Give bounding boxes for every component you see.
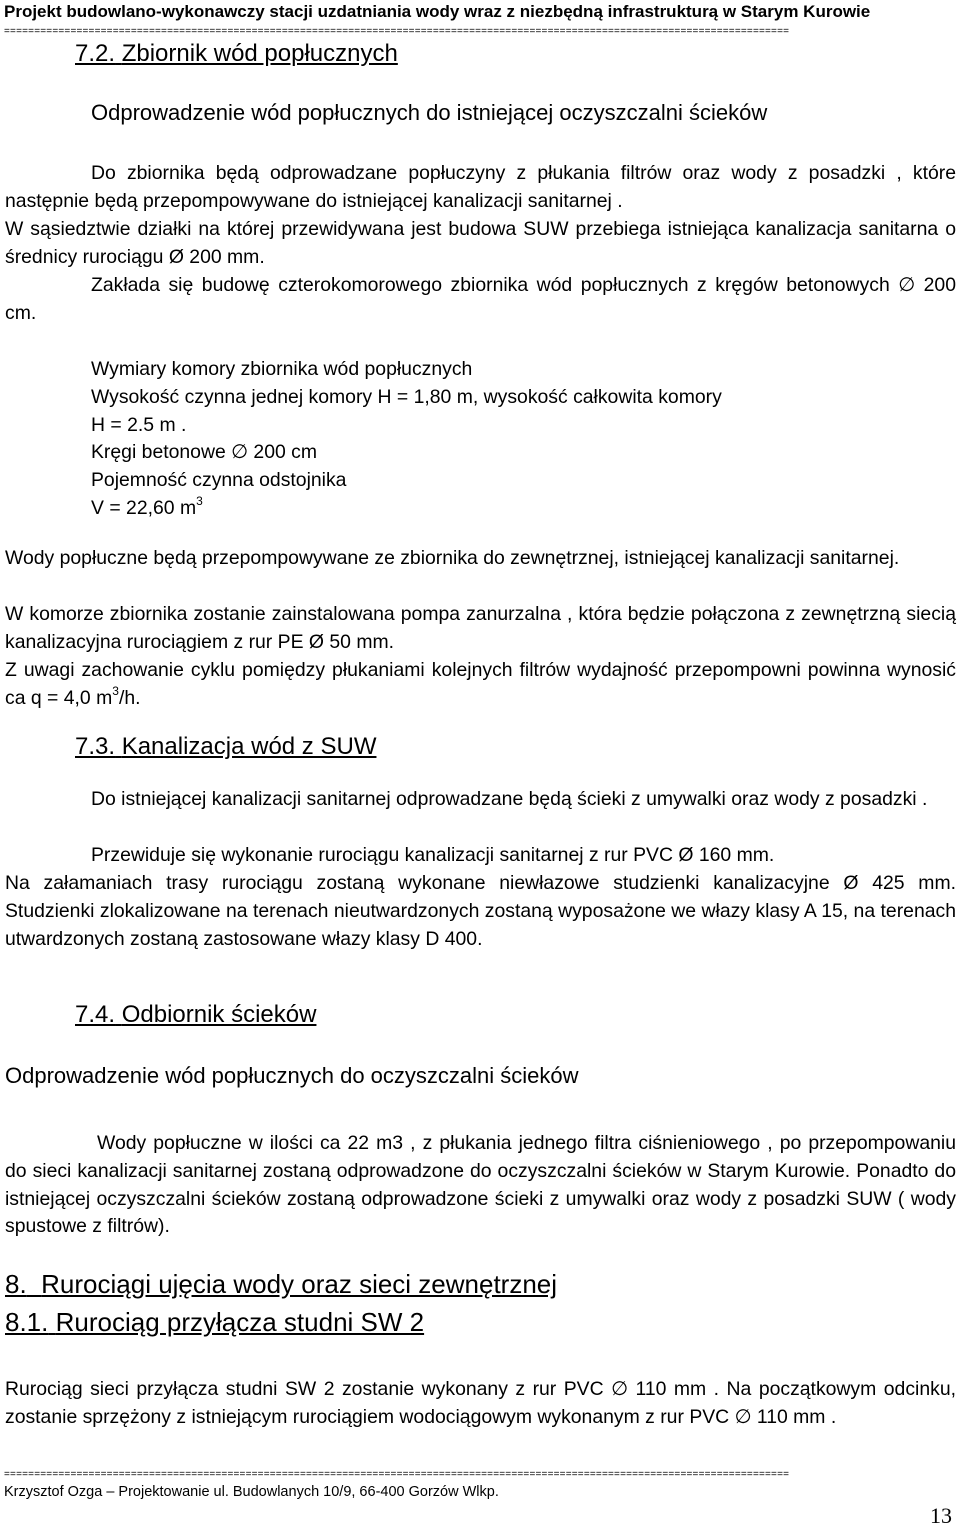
section-7-4-heading (75, 1001, 316, 1029)
paragraph: Wody popłuczne będą przepompowywane ze zbiornika do zewnętrznej, istniejącej kanalizacji sanitarnej. (5, 547, 900, 569)
dimensions-line: Wysokość czynna jednej komory H = 1,80 m, wysokość całkowita komory (91, 385, 722, 408)
volume-value: V = 22,60 m (91, 496, 197, 519)
section-number: 7.4. (75, 1001, 116, 1028)
paragraph-text: Z uwagi zachowanie cyklu pomiędzy płukaniami kolejnych filtrów wydajność przepompowni powinna wynosić ca q = 4,0 m (5, 659, 956, 709)
section-title: Rurociąg przyłącza studni SW 2 (55, 1307, 425, 1337)
header-divider: ================================================================================================================================== (4, 27, 790, 37)
section-8-1-heading (5, 1307, 424, 1338)
footer-divider: ================================================================================================================================== (4, 1470, 790, 1480)
paragraph: Rurociąg sieci przyłącza studni SW 2 zostanie wykonany z rur PVC ∅ 110 mm . Na początkowym odcinku, zostanie sprzężony z istniejącym rurociągiem wodociągowym wykonanym z rur PVC ∅ 110 mm . (5, 1378, 956, 1428)
page-number: 13 (930, 1503, 952, 1528)
section-number: 7.3. (75, 733, 116, 760)
paragraph: Wody popłuczne w ilości ca 22 m3 , z płukania jednego filtra ciśnieniowego , po przepompowaniu do sieci kanalizacji sanitarnej zostaną odprowadzone do oczyszczalni ścieków w Starym Kurowie. Ponadto do istniejącej oczyszczalni ścieków zostaną odprowadzone ścieki z umywalki oraz wody z posadzki SUW ( wody spustowe z filtrów). (5, 1132, 956, 1238)
paragraph: Do istniejącej kanalizacji sanitarnej odprowadzane będą ścieki z umywalki oraz wody z posadzki . (91, 788, 928, 810)
paragraph: Na załamaniach trasy rurociągu zostaną wykonane niewłazowe studzienki kanalizacyjne Ø 425 mm. Studzienki zlokalizowane na terenach nieutwardzonych zostaną wyposażone we włazy klasy A 15, na terenach utwardzonych zostaną zastosowane włazy klasy D 400. (5, 872, 956, 950)
section-7-2-subtitle: Odprowadzenie wód popłucznych do istniejącej oczyszczalni ścieków (91, 100, 768, 125)
section-title: Zbiornik wód popłucznych (121, 40, 398, 67)
section-8-heading (5, 1269, 557, 1300)
paragraph: W komorze zbiornika zostanie zainstalowana pompa zanurzalna , która będzie połączona z zewnętrzną siecią kanalizacyjna rurociągiem z rur PE Ø 50 mm. (5, 603, 956, 653)
paragraph: Do zbiornika będą odprowadzane popłuczyny z płukania filtrów oraz wody z posadzki , które następnie będą przepompowywane do istniejącej kanalizacji sanitarnej . (5, 162, 956, 212)
section-number: 8. (5, 1269, 27, 1299)
dimensions-line: H = 2.5 m . (91, 413, 187, 436)
dimensions-line: Pojemność czynna odstojnika (91, 469, 347, 492)
section-7-2-heading (75, 40, 398, 68)
volume-line (91, 495, 722, 523)
section-number: 7.2. (75, 40, 116, 67)
paragraph: W sąsiedztwie działki na której przewidywana jest budowa SUW przebiega istniejąca kanalizacja sanitarna o średnicy rurociągu Ø 200 mm. (5, 218, 956, 268)
paragraph: Przewiduje się wykonanie rurociągu kanalizacji sanitarnej z rur PVC Ø 160 mm. (91, 844, 775, 866)
superscript: 3 (112, 683, 119, 698)
document-header-title: Projekt budowlano-wykonawczy stacji uzdatniania wody wraz z niezbędną infrastrukturą w Starym Kurowie (4, 2, 871, 21)
superscript: 3 (196, 493, 203, 508)
section-number: 8.1. (5, 1307, 49, 1337)
section-title: Odbiornik ścieków (121, 1001, 317, 1028)
section-7-4-subtitle: Odprowadzenie wód popłucznych do oczyszczalni ścieków (5, 1063, 579, 1088)
dimensions-line: Wymiary komory zbiornika wód popłucznych (91, 358, 473, 380)
section-title: Rurociągi ujęcia wody oraz sieci zewnętrznej (41, 1269, 558, 1299)
section-7-3-heading (75, 733, 376, 761)
paragraph (5, 657, 956, 713)
paragraph: Zakłada się budowę czterokomorowego zbiornika wód popłucznych z kręgów betonowych ∅ 200 cm. (5, 274, 956, 324)
dimensions-line: Kręgi betonowe ∅ 200 cm (91, 441, 318, 464)
section-title: Kanalizacja wód z SUW (121, 733, 377, 760)
tank-dimensions-block (91, 356, 722, 523)
footer-address: Krzysztof Ozga – Projektowanie ul. Budowlanych 10/9, 66-400 Gorzów Wlkp. (4, 1484, 499, 1500)
paragraph-end: /h. (118, 686, 141, 709)
